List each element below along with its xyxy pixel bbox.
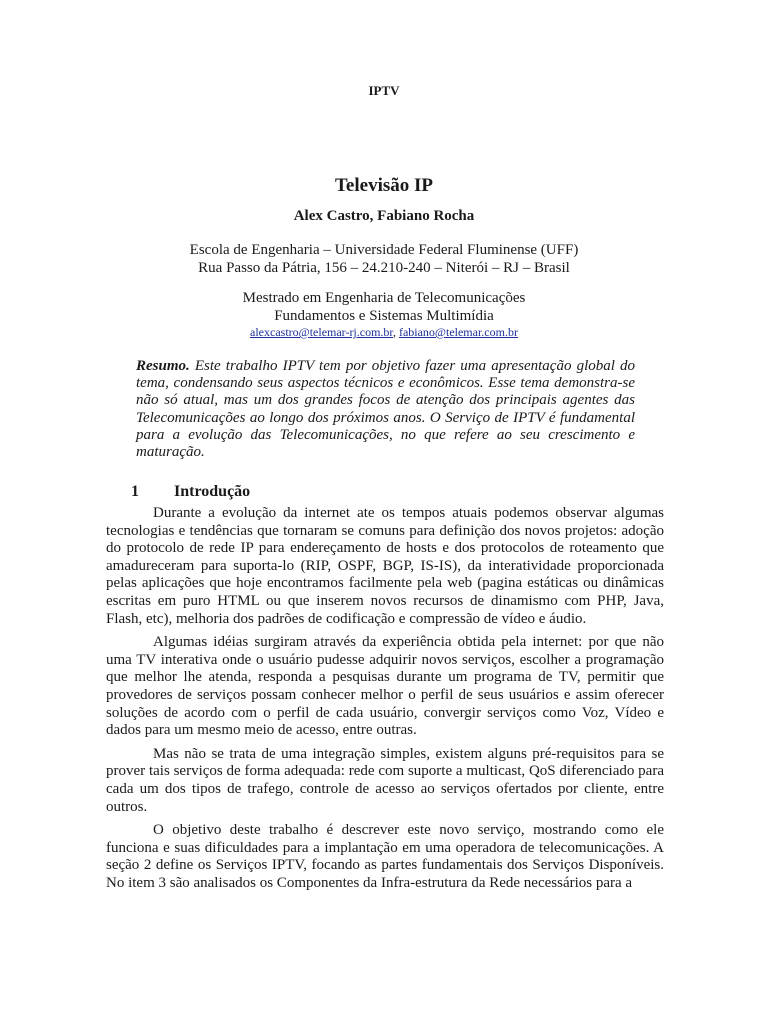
email-link-1[interactable]: alexcastro@telemar-rj.com.br	[250, 325, 393, 339]
affiliation-line-1: Escola de Engenharia – Universidade Federal Fluminense (UFF)	[189, 242, 579, 258]
section-heading	[131, 483, 250, 501]
section-title: Introdução	[174, 483, 251, 500]
paragraph: Durante a evolução da internet ate os tempos atuais podemos observar algumas tecnologias e tendências que tornaram se comuns para definição dos novos projetos: adoção do protocolo de rede IP para endereçamento de hosts e dos protocolos de roteamento que amadureceram para suporta-lo (RIP, OSPF, BGP, IS-IS), da interatividade proporcionada pelas aplicações que hoje encontramos facilmente pela web (pagina estáticas ou dinâmicas escritas em puro HTML ou que inserem novos recursos de dinamismo com PHP, Java, Flash, etc), melhoria dos padrões de codificação e compressão de vídeo e áudio.	[106, 505, 664, 627]
section-number: 1	[131, 483, 139, 500]
program-line-1: Mestrado em Engenharia de Telecomunicações	[242, 290, 526, 306]
abstract-text: Este trabalho IPTV tem por objetivo fazer uma apresentação global do tema, condensando seus aspectos técnicos e econômicos. Esse tema demonstra-se não só atual, mas um dos grandes focos de atenção dos principais agentes das Telecomunicações ao longo dos próximos anos. O Serviço de IPTV é fundamental para a evolução das Telecomunicações, no que refere ao seu crescimento e maturação.	[136, 358, 635, 461]
paper-title: Televisão IP	[335, 175, 433, 196]
authors: Alex Castro, Fabiano Rocha	[293, 208, 475, 224]
paragraph: Algumas idéias surgiram através da experiência obtida pela internet: por que não uma TV interativa onde o usuário pudesse adquirir novos serviços, escolher a programação que melhor lhe atenda, responda a pesquisas durante um programa de TV, permitir que provedores de serviços possam conhecer melhor o perfil de seus usuários e assim oferecer soluções de acordo com o perfil de cada usuário, convergir serviços como Voz, Vídeo e dados para um mesmo meio de acesso, entre outras.	[106, 634, 664, 739]
email-link-2[interactable]: fabiano@telemar.com.br	[398, 325, 518, 339]
program-line-2: Fundamentos e Sistemas Multimídia	[274, 308, 494, 324]
body-text	[106, 505, 664, 898]
email-separator: ,	[392, 325, 399, 339]
affiliation-line-2: Rua Passo da Pátria, 156 – 24.210-240 – Niterói – RJ – Brasil	[198, 260, 570, 276]
abstract	[136, 358, 635, 461]
running-header: IPTV	[368, 83, 400, 98]
author-emails	[0, 325, 768, 340]
program	[0, 289, 768, 325]
affiliation	[0, 241, 768, 277]
paragraph: O objetivo deste trabalho é descrever este novo serviço, mostrando como ele funciona e suas dificuldades para a implantação em uma operadora de telecomunicações. A seção 2 define os Serviços IPTV, focando as partes fundamentais dos Serviços Disponíveis. No item 3 são analisados os Componentes da Infra-estrutura da Rede necessários para a	[106, 822, 664, 891]
abstract-label: Resumo.	[136, 358, 190, 374]
paragraph: Mas não se trata de uma integração simples, existem alguns pré-requisitos para se prover tais serviços de forma adequada: rede com suporte a multicast, QoS diferenciado para cada um dos tipos de trafego, controle de acesso ao serviços ofertados por cliente, entre outros.	[106, 745, 664, 815]
